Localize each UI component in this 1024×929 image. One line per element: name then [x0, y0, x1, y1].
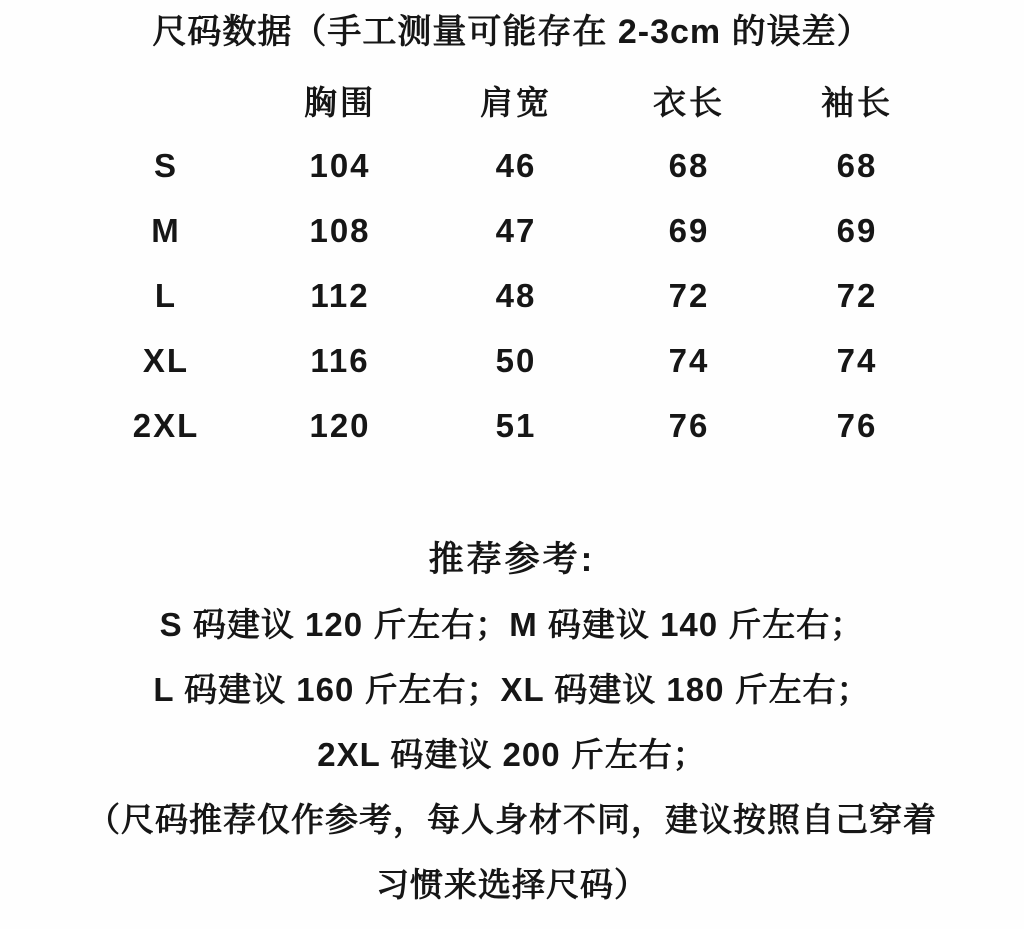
size-cell-sleeve: 68	[836, 146, 878, 184]
recommendation-line: S 码建议 120 斤左右；M 码建议 140 斤左右；	[159, 606, 865, 643]
size-cell-sleeve: 74	[836, 341, 878, 379]
size-cell-chest: 120	[309, 406, 371, 444]
size-cell-sleeve: 69	[836, 211, 878, 249]
column-header-size	[80, 68, 252, 133]
recommendation-line: （尺码推荐仅作参考，每人身材不同，建议按照自己穿着	[87, 801, 937, 838]
column-header-sleeve: 袖长	[821, 84, 893, 121]
recommendation-line: L 码建议 160 斤左右；XL 码建议 180 斤左右；	[153, 671, 871, 708]
recommendation-lines	[0, 592, 1024, 917]
recommendation-heading: 推荐参考:	[428, 540, 596, 579]
size-cell-shoulder: 51	[495, 406, 537, 444]
size-row-label: XL	[142, 341, 190, 379]
size-row-label: L	[154, 276, 178, 314]
size-cell-shoulder: 50	[495, 341, 537, 379]
size-table	[80, 68, 1024, 458]
size-row-label: 2XL	[132, 406, 200, 444]
page-title: 尺码数据（手工测量可能存在 2-3cm 的误差）	[152, 13, 872, 51]
size-cell-length: 76	[668, 406, 710, 444]
size-cell-shoulder: 48	[495, 276, 537, 314]
recommendation-line: 2XL 码建议 200 斤左右；	[317, 736, 707, 773]
column-header-length: 衣长	[653, 84, 725, 121]
size-cell-length: 74	[668, 341, 710, 379]
size-row-label: S	[153, 146, 178, 184]
column-header-chest: 胸围	[304, 84, 376, 121]
column-header-shoulder: 肩宽	[480, 84, 552, 121]
size-cell-shoulder: 47	[495, 211, 537, 249]
size-cell-chest: 112	[310, 276, 370, 314]
size-cell-length: 69	[668, 211, 710, 249]
size-cell-chest: 108	[309, 211, 371, 249]
size-cell-shoulder: 46	[495, 146, 537, 184]
size-cell-chest: 104	[309, 146, 371, 184]
size-cell-length: 68	[668, 146, 710, 184]
size-cell-chest: 116	[310, 341, 370, 379]
size-cell-length: 72	[668, 276, 710, 314]
size-cell-sleeve: 72	[836, 276, 878, 314]
size-row-label: M	[151, 211, 181, 249]
recommendation-line: 习惯来选择尺码）	[376, 866, 648, 903]
size-cell-sleeve: 76	[836, 406, 878, 444]
